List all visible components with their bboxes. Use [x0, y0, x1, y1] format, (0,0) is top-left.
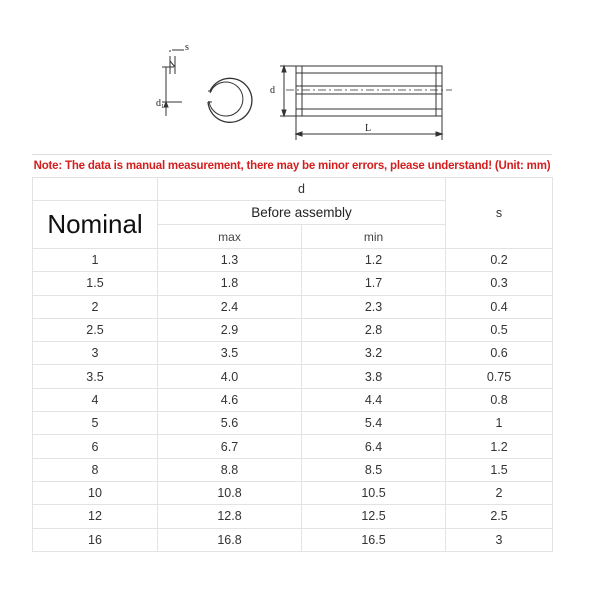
cell-max: 5.6 — [158, 412, 302, 435]
label-l: L — [365, 123, 372, 134]
table-row — [33, 342, 553, 365]
label-d1: d₁ — [156, 98, 165, 109]
cell-min: 8.5 — [302, 458, 446, 481]
cell-max: 4.6 — [158, 388, 302, 411]
cell-s: 0.75 — [446, 365, 553, 388]
cell-max: 16.8 — [158, 528, 302, 551]
cell-nominal: 12 — [33, 505, 158, 528]
cell-nominal: 5 — [33, 412, 158, 435]
cell-nominal: 2.5 — [33, 318, 158, 341]
cell-s: 0.5 — [446, 318, 553, 341]
cell-s: 1.2 — [446, 435, 553, 458]
table-row — [33, 435, 553, 458]
d-dimension — [280, 66, 296, 116]
cell-min: 3.8 — [302, 365, 446, 388]
cell-s: 0.6 — [446, 342, 553, 365]
cell-nominal: 3.5 — [33, 365, 158, 388]
spring-pin-drawing — [32, 36, 552, 154]
header-min: min — [302, 225, 446, 249]
cell-s: 2 — [446, 481, 553, 504]
end-view-ring — [208, 78, 252, 122]
cell-s: 1.5 — [446, 458, 553, 481]
table-row — [33, 295, 553, 318]
cell-min: 4.4 — [302, 388, 446, 411]
cell-nominal: 2 — [33, 295, 158, 318]
cell-max: 6.7 — [158, 435, 302, 458]
cell-max: 8.8 — [158, 458, 302, 481]
table-row — [33, 528, 553, 551]
header-d: d — [158, 178, 446, 201]
header-s: s — [446, 178, 553, 249]
cell-max: 4.0 — [158, 365, 302, 388]
cell-s: 2.5 — [446, 505, 553, 528]
cell-nominal: 3 — [33, 342, 158, 365]
cell-max: 1.8 — [158, 272, 302, 295]
cell-nominal: 1.5 — [33, 272, 158, 295]
table-row — [33, 318, 553, 341]
cell-s: 0.2 — [446, 249, 553, 272]
label-d: d — [270, 85, 275, 96]
cell-max: 2.4 — [158, 295, 302, 318]
cell-s: 3 — [446, 528, 553, 551]
cell-min: 1.7 — [302, 272, 446, 295]
cell-min: 3.2 — [302, 342, 446, 365]
cell-min: 1.2 — [302, 249, 446, 272]
cell-s: 0.4 — [446, 295, 553, 318]
empty-header-cell — [33, 178, 158, 201]
cell-nominal: 10 — [33, 481, 158, 504]
table-row — [33, 412, 553, 435]
cell-min: 5.4 — [302, 412, 446, 435]
cell-max: 10.8 — [158, 481, 302, 504]
cell-nominal: 4 — [33, 388, 158, 411]
cell-min: 10.5 — [302, 481, 446, 504]
d1-dimension — [162, 67, 182, 116]
cell-min: 2.8 — [302, 318, 446, 341]
cell-min: 12.5 — [302, 505, 446, 528]
cell-max: 3.5 — [158, 342, 302, 365]
measurement-note: Note: The data is manual measurement, there may be minor errors, please understand! (Unit: mm) — [32, 154, 552, 178]
cell-max: 12.8 — [158, 505, 302, 528]
table-row — [33, 505, 553, 528]
cell-nominal: 1 — [33, 249, 158, 272]
table-row — [33, 458, 553, 481]
table-row — [33, 388, 553, 411]
cell-s: 0.8 — [446, 388, 553, 411]
cell-nominal: 6 — [33, 435, 158, 458]
spec-table — [32, 177, 553, 552]
side-view-pin — [286, 66, 452, 116]
table-row — [33, 249, 553, 272]
cell-min: 2.3 — [302, 295, 446, 318]
cell-min: 6.4 — [302, 435, 446, 458]
table-row — [33, 481, 553, 504]
cell-nominal: 16 — [33, 528, 158, 551]
header-before-assembly: Before assembly — [158, 201, 446, 225]
cell-s: 1 — [446, 412, 553, 435]
cell-nominal: 8 — [33, 458, 158, 481]
header-nominal: Nominal — [33, 201, 158, 249]
cell-min: 16.5 — [302, 528, 446, 551]
label-s: s — [185, 42, 189, 53]
cell-s: 0.3 — [446, 272, 553, 295]
header-max: max — [158, 225, 302, 249]
table-row — [33, 365, 553, 388]
s-dimension — [170, 50, 184, 74]
cell-max: 2.9 — [158, 318, 302, 341]
cell-max: 1.3 — [158, 249, 302, 272]
table-row — [33, 272, 553, 295]
